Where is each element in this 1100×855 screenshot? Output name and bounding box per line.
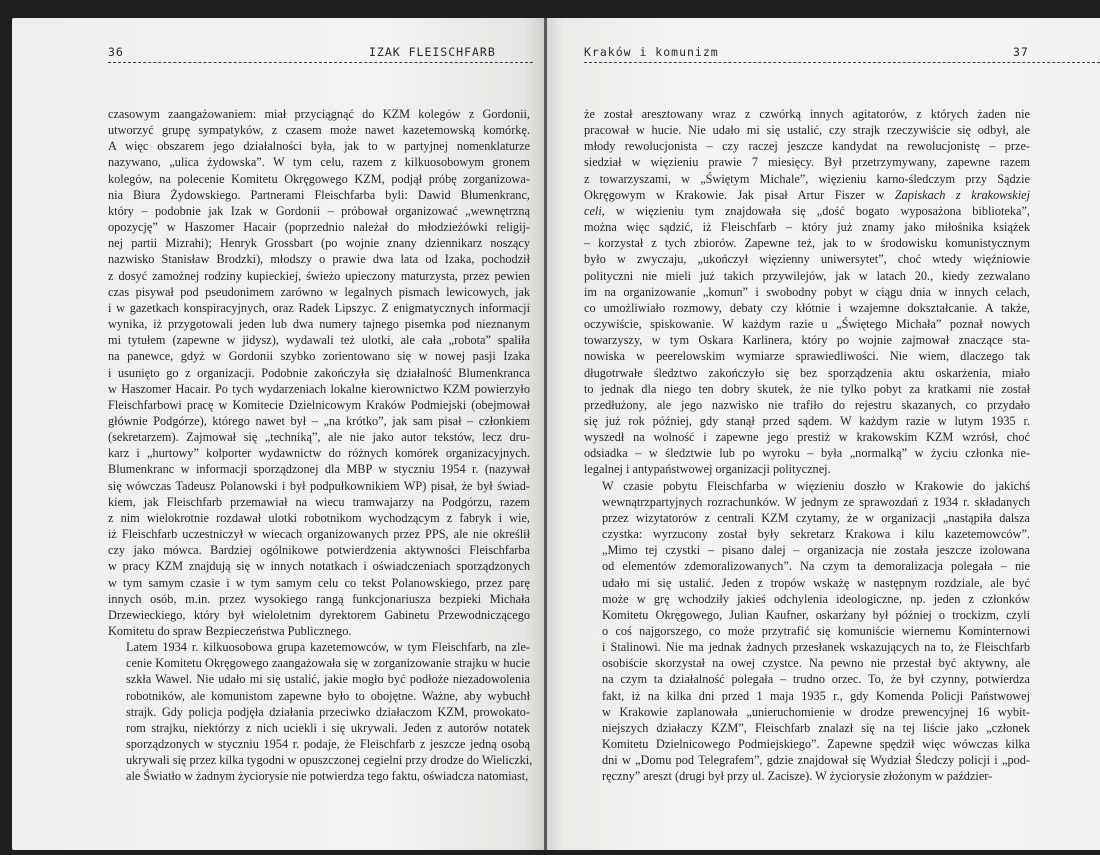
text-line: na czym ta działalność polegała – trudno orzec. To, że był czynny, potwierdza xyxy=(602,672,1030,687)
left-page xyxy=(12,18,545,850)
text-line: Fleischfarbowi pracę w Komitecie Dzielnicowym Kraków Podmiejski (obejmował xyxy=(108,397,530,412)
text-line: było w zwyczaju, „ukończył więzienny uniwersytet”, choć wtedy więźniowie xyxy=(584,252,1030,267)
text-line: można więc sądzić, iż Fleischfarb – który już znamy jako miłośnika książek xyxy=(584,220,1030,235)
text-line: towarzyszy, w tym Oskara Karlinera, który po wojnie zajmował znaczące sta- xyxy=(584,333,1030,348)
text-line: Drzewieckiego, który był wieloletnim dyrektorem Gabinetu Przewodniczącego xyxy=(108,607,530,622)
text-line: wynika, iż przygotowali jeden lub dwa numery tajnego pisemka pod nieznanym xyxy=(108,317,530,332)
text-line: Okręgowym w Krakowie. Jak pisał Artur Fiszer w Zapiskach z krakowskiej xyxy=(584,187,1030,202)
left-running-head: IZAK FLEISCHFARB xyxy=(369,45,496,59)
text-line: który – podobnie jak Izak w Gordonii – próbował organizować „wewnętrzną xyxy=(108,203,530,218)
text-line: A więc obszarem jego działalności była, jak to w partyjnej nomenklaturze xyxy=(108,139,530,154)
text-line: – korzystał z tych zbiorów. Zapewne też, jak to w środowisku komunistycznym xyxy=(584,236,1030,251)
text-line: o coś najgorszego, co może przytrafić się komuniście wiernemu Kominternowi xyxy=(602,624,1030,638)
text-line: cenie Komitetu Okręgowego zaangażowała się w zorganizowanie strajku w hucie xyxy=(126,656,530,671)
text-line: oczywiście, spiskowanie. W każdym razie u „Świętego Michała” poznał nowych xyxy=(584,317,1030,332)
text-line: długotrwałe śledztwo zakończyło się bez sporządzenia aktu oskarżenia, miało xyxy=(584,365,1030,380)
text-line: młody rewolucjonista – czy raczej jeszcze kandydat na rewolucjonistę – prze- xyxy=(584,139,1030,154)
text-line: nej partii Mizrahi); Henryk Grossbart (po wojnie znany dziennikarz noszący xyxy=(108,236,530,251)
text-line: im na organizowanie „komun” i swobodny pobyt w ciągu dnia w innych celach, xyxy=(584,284,1030,299)
right-page-number: 37 xyxy=(1013,45,1029,59)
text-line: wewnątrzpartyjnych rozrachunków. W jednym ze sprawozdań z 1934 r. składanych xyxy=(602,494,1030,509)
right-body-text xyxy=(584,106,1030,785)
text-line: na panewce, gdyż w Gordonii szybko zorientowano się w nowej pasji Izaka xyxy=(108,349,530,364)
text-line: karz i „hurtowy” kolporter wydawnictw do różnych komórek organizacyjnych. xyxy=(108,446,530,461)
text-line: (sekretarzem). Zajmował się „techniką”, ale nie jako autor tekstów, lecz dru- xyxy=(108,430,530,445)
text-line: i w gazetkach konspiracyjnych, oraz Radek Lipszyc. Z enigmatycznych informacji xyxy=(108,300,530,315)
paragraph xyxy=(584,106,1030,478)
text-line: odsiadka – w śledztwie lub po wyroku – była „normalką” w życiu członka nie- xyxy=(584,446,1030,461)
text-line: strajk. Gdy policja podjęła działania przeciwko działaczom KZM, prowokato- xyxy=(126,704,530,719)
text-line: opozycję” w Haszomer Hacair (poprzednio należał do młodzieżówki religij- xyxy=(108,220,530,235)
text-line: innych osób, m.in. przez wysokiego rangą funkcjonariusza bezpieki Michała xyxy=(108,591,530,606)
text-line: głównie Podgórze), którego nawet był – „na krótko”, jak sam pisał – członkiem xyxy=(108,413,530,428)
text-line: Komitetu do spraw Bezpieczeństwa Publicznego. xyxy=(108,624,352,638)
right-header-rule xyxy=(584,62,1100,63)
text-line: dni w „Domu pod Telegrafem”, gdzie znajdował się Wydział Śledczy policji i „pod- xyxy=(602,753,1030,768)
text-line: nazwisko Stanisław Brodzki), młodszy o prawie dwa lata od Izaka, pochodził xyxy=(108,252,530,267)
text-line: kiem, jak Fleischfarb przemawiał na wiecu tramwajarzy na Podgórzu, razem xyxy=(108,494,530,509)
text-line: czystka: wyrzucony został były sekretarz Krakowa i kilu kazetemowców”. xyxy=(602,527,1030,542)
right-page xyxy=(547,18,1100,850)
text-line: nazywano, „ulica żydowska”. W tym celu, razem z kilkuosobowym gronem xyxy=(108,155,530,170)
text-line: sporządzonych w styczniu 1954 r. podaje, że Fleischfarb z jeszcze jedną osobą xyxy=(126,737,530,752)
text-line: się już rok później, gdy stanął przed sądem. W każdym razie w lutym 1935 r. xyxy=(584,413,1030,428)
text-line: legalnej i antypaństwowej organizacji politycznej. xyxy=(584,462,831,477)
text-line: Latem 1934 r. kilkuosobowa grupa kazetemowców, w tym Fleischfarb, na zle- xyxy=(126,640,530,655)
text-line: mi tytułem (zapewne w jidysz), wydawali też ulotki, ale cała „robota” spaliła xyxy=(108,333,530,348)
left-header-rule xyxy=(108,62,533,63)
text-line: kolegów, na polecenie Komitetu Okręgowego KZM, podjął próbę zorganizowa- xyxy=(108,171,530,186)
text-line: i Stalinowi. Nie ma jednak żadnych przesłanek wskazujących na to, że Fleischfarb xyxy=(602,640,1030,655)
text-line: w Haszomer Hacair. Po tych wydarzeniach lokalne kierownictwo KZM powierzyło xyxy=(108,381,530,396)
text-line: nia Biura Żydowskiego. Partnerami Fleischfarba byli: Dawid Blumenkranc, xyxy=(108,187,530,202)
text-line: nowiska w peerelowskim wymiarze sprawiedliwości. Nie wiem, dlaczego tak xyxy=(584,349,1030,364)
text-line: od elementów zdemoralizowanych”. Na czym ta demoralizacja polegała – nie xyxy=(602,559,1030,574)
text-line: niejszych działaczy KZM”, Fleischfarb znalazł się na tej liście jako „członek xyxy=(602,720,1030,735)
text-line: czasowym zaangażowaniem: miał przyciągnąć do KZM kolegów z Gordonii, xyxy=(108,107,530,121)
text-line: i usunięto go z organizacji. Podobnie zakończyła się działalność Blumenkranca xyxy=(108,365,530,380)
paragraph xyxy=(584,478,1030,785)
text-line: rom strajku, niektórzy z nich uciekli i się ukrywali. Jeden z autorów notatek xyxy=(126,720,530,735)
book-title-italic: Zapiskach z krakowskiej xyxy=(894,187,1030,202)
text-line: wyszedł na wolność i zapewne jego prestiż w krakowskim KZM wzrósł, choć xyxy=(584,430,1030,445)
text-line: się wówczas Tadeusz Polanowski i był podpułkownikiem WP) pisał, że był świad- xyxy=(108,478,530,493)
text-line: utworzyć grupę sympatyków, z czasem może nawet kazetemowską komórkę. xyxy=(108,123,530,138)
paragraph xyxy=(108,639,533,784)
text-line: udało mi się ustalić. Jeden z tropów wskażę w następnym rozdziale, ale być xyxy=(602,575,1030,590)
text-line: fakt, iż na kilka dni przed 1 maja 1935 r., gdy Komenda Policji Państwowej xyxy=(602,688,1030,703)
text-line: że został aresztowany wraz z czwórką innych agitatorów, z których żaden nie xyxy=(584,107,1030,121)
text-line: polityczni nie mieli już takich przywilejów, jak w latach 20., kiedy zezwalano xyxy=(584,268,1030,283)
book-title-italic-continued: celi xyxy=(584,203,602,218)
text-line: iż Fleischfarb uczestniczył w wiecach organizowanych przez PPS, ale nie określił xyxy=(108,527,530,542)
right-running-head: Kraków i komunizm xyxy=(584,45,719,59)
text-line: z towarzyszami, w „Świętym Michale”, więzieniu karno-śledczym przy Sądzie xyxy=(584,171,1030,186)
text-line: szkła Wawel. Nie udało mi się ustalić, jakie mogło być podłoże niezadowolenia xyxy=(126,672,530,687)
text-line: „Mimo tej czystki – pisano dalej – organizacja nie została jeszcze izolowana xyxy=(602,543,1030,558)
text-line: Blumenkranc w informacji sporządzonej dla MBP w styczniu 1954 r. (nazywał xyxy=(108,462,530,477)
text-line: to jednak dla niego ten dobry skutek, że nie tylko pobyt za kratkami nie został xyxy=(584,381,1030,396)
text-line: czas pisywał pod pseudonimem zarówno w legalnych pismach lewicowych, jak xyxy=(108,284,530,299)
text-line: pracował w hucie. Nie udało mi się ustalić, czy strajk rzeczywiście się odbył, ale xyxy=(584,123,1030,138)
text-line: Komitetu Dzielnicowego Podmiejskiego”. Zapewne spędził więc wówczas kilka xyxy=(602,737,1030,752)
text-line: robotników, ale komunistom zapewne było to obojętne. Ważne, aby wybuchł xyxy=(126,688,530,703)
text-line: z nim wielokrotnie rozdawał ulotki robotnikom wychodzącym z fabryk i wie, xyxy=(108,510,530,525)
text-line: z dosyć zamożnej rodziny kupieckiej, świeżo upieczony maturzysta, przez pewien xyxy=(108,268,530,283)
text-line: co umożliwiało rozmowy, debaty czy kłótnie i wzajemne dokształcanie. A także, xyxy=(584,300,1030,315)
text-line: celi, w więzieniu tym znajdowała się „dość bogato wyposażona biblioteka”, xyxy=(584,203,1030,218)
text-line: Komitetu Okręgowego, Julian Kaufner, oskarżany był później o trockizm, czyli xyxy=(602,607,1030,622)
text-line: ręczny” areszt (drugi był przy ul. Zacisze). W życiorysie złożonym w paździer- xyxy=(602,769,993,784)
text-line: przedłużony, ale jego nazwisko nie trafiło do rejestru skazanych, co przydało xyxy=(584,397,1030,412)
text-line: przez wizytatorów z centrali KZM czytamy, że w organizacji „nastąpiła dalsza xyxy=(602,510,1030,525)
text-line: może w grę wchodziły jakieś odchylenia ideologiczne, np. jeden z członków xyxy=(602,591,1030,606)
text-line: W czasie pobytu Fleischfarba w więzieniu doszło w Krakowie do jakichś xyxy=(602,478,1030,493)
text-line: osobiście skorzystał na owej czystce. Na pewno nie przestał być aktywny, ale xyxy=(602,656,1030,671)
text-line: w Krakowie zaplanowała „unieruchomienie w drodze prewencyjnej 16 wybit- xyxy=(602,704,1030,719)
left-page-number: 36 xyxy=(108,45,124,59)
paragraph xyxy=(108,106,530,639)
text-line: ale Światło w żadnym życiorysie nie potwierdza tego faktu, oświadcza natomiast, xyxy=(126,769,529,784)
text-line: w tym samym czasie i w tym samym celu co tekst Polanowskiego, przez parę xyxy=(108,575,530,590)
text-line: siedział w więzieniu prawie 7 miesięcy. Był przetrzymywany, zapewne razem xyxy=(584,155,1030,170)
text-line: w pracy KZM znajdują się w innych notatkach i oświadczeniach sporządzonych xyxy=(108,559,530,574)
text-line: ukrywali się przez kilka tygodni w opuszczonej cegielni przy drodze do Wieliczki, xyxy=(126,753,533,768)
left-body-text xyxy=(108,106,533,785)
text-line: czy jako mówca. Bardziej ogólnikowe potwierdzenia aktywności Fleischfarba xyxy=(108,543,530,558)
